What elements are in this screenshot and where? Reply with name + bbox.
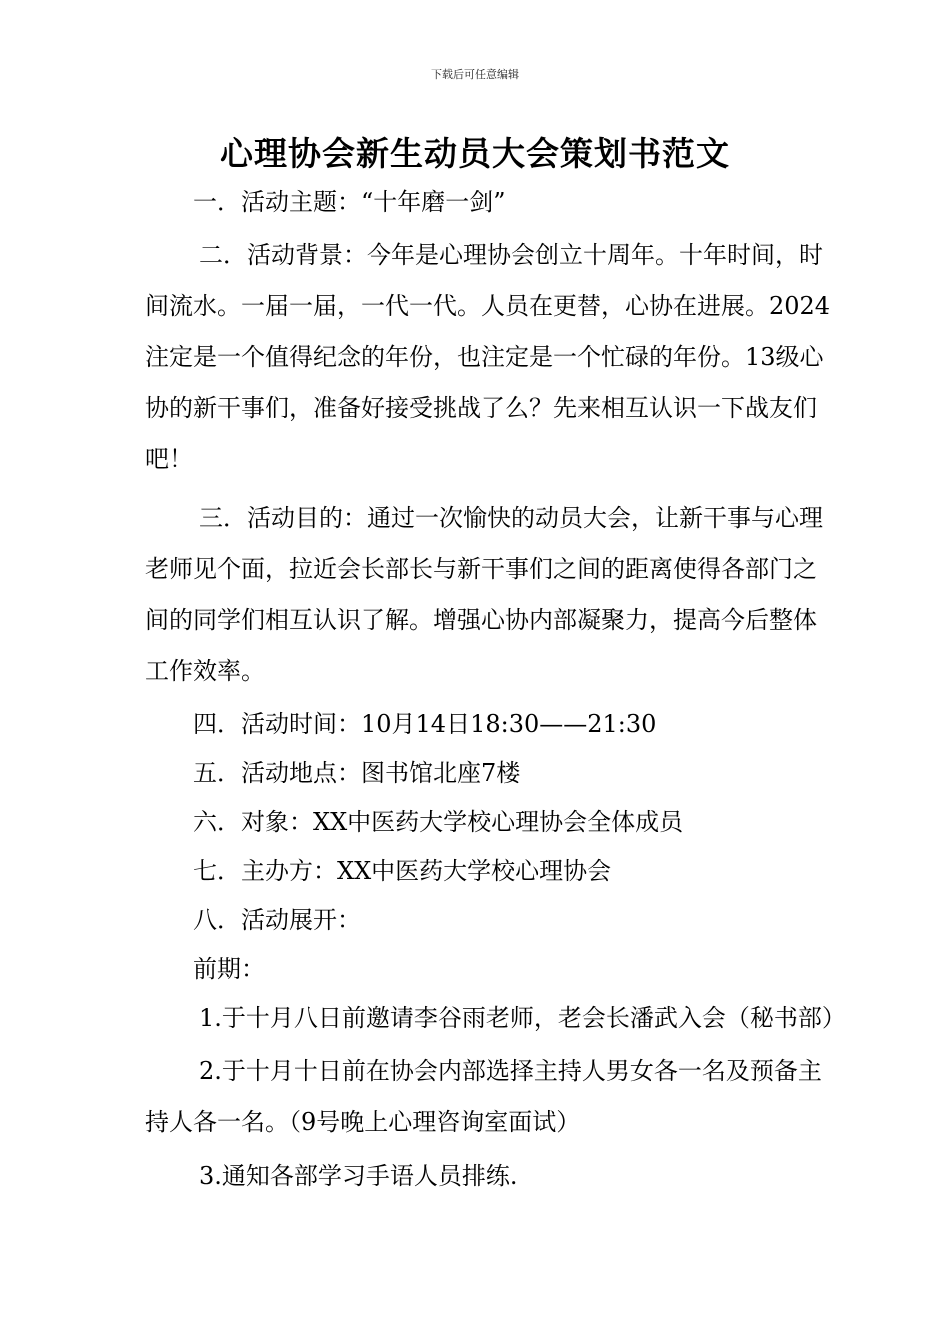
header-note: 下载后可任意编辑 <box>431 68 519 81</box>
list-item: 1.于十月八日前邀请李谷雨老师，老会长潘武入会（秘书部） <box>199 1004 846 1032</box>
section-time: 四．活动时间：10月14日18:30——21:30 <box>193 710 657 738</box>
section-purpose: 三．活动目的：通过一次愉快的动员大会，让新干事与心理老师见个面，拉近会长部长与新干事们之间的距离使得各部门之间的同学们相互认识了解。增强心协内部凝聚力，提高今后整体工作效率。 <box>145 504 823 685</box>
subheading-preparation: 前期： <box>193 955 265 983</box>
list-item: 2.于十月十日前在协会内部选择主持人男女各一名及预备主持人各一名。（9号晚上心理咨询室面试） <box>145 1057 822 1136</box>
section-theme: 一．活动主题：“十年磨一剑” <box>193 188 506 216</box>
list-item: 3.通知各部学习手语人员排练. <box>199 1162 518 1190</box>
section-activity: 八．活动展开： <box>193 906 361 934</box>
section-background: 二．活动背景：今年是心理协会创立十周年。十年时间，时间流水。一届一届，一代一代。人员在更替，心协在进展。2024注定是一个值得纪念的年份，也注定是一个忙碌的年份。13级心协的新干事们，准备好接受挑战了么？先来相互认识一下战友们吧！ <box>145 241 831 473</box>
document-body <box>145 178 846 1202</box>
document-title: 心理协会新生动员大会策划书范文 <box>220 134 730 173</box>
section-organizer: 七．主办方：XX中医药大学校心理协会 <box>193 857 612 885</box>
section-audience: 六．对象：XX中医药大学校心理协会全体成员 <box>193 808 684 836</box>
section-location: 五．活动地点：图书馆北座7楼 <box>193 759 521 787</box>
